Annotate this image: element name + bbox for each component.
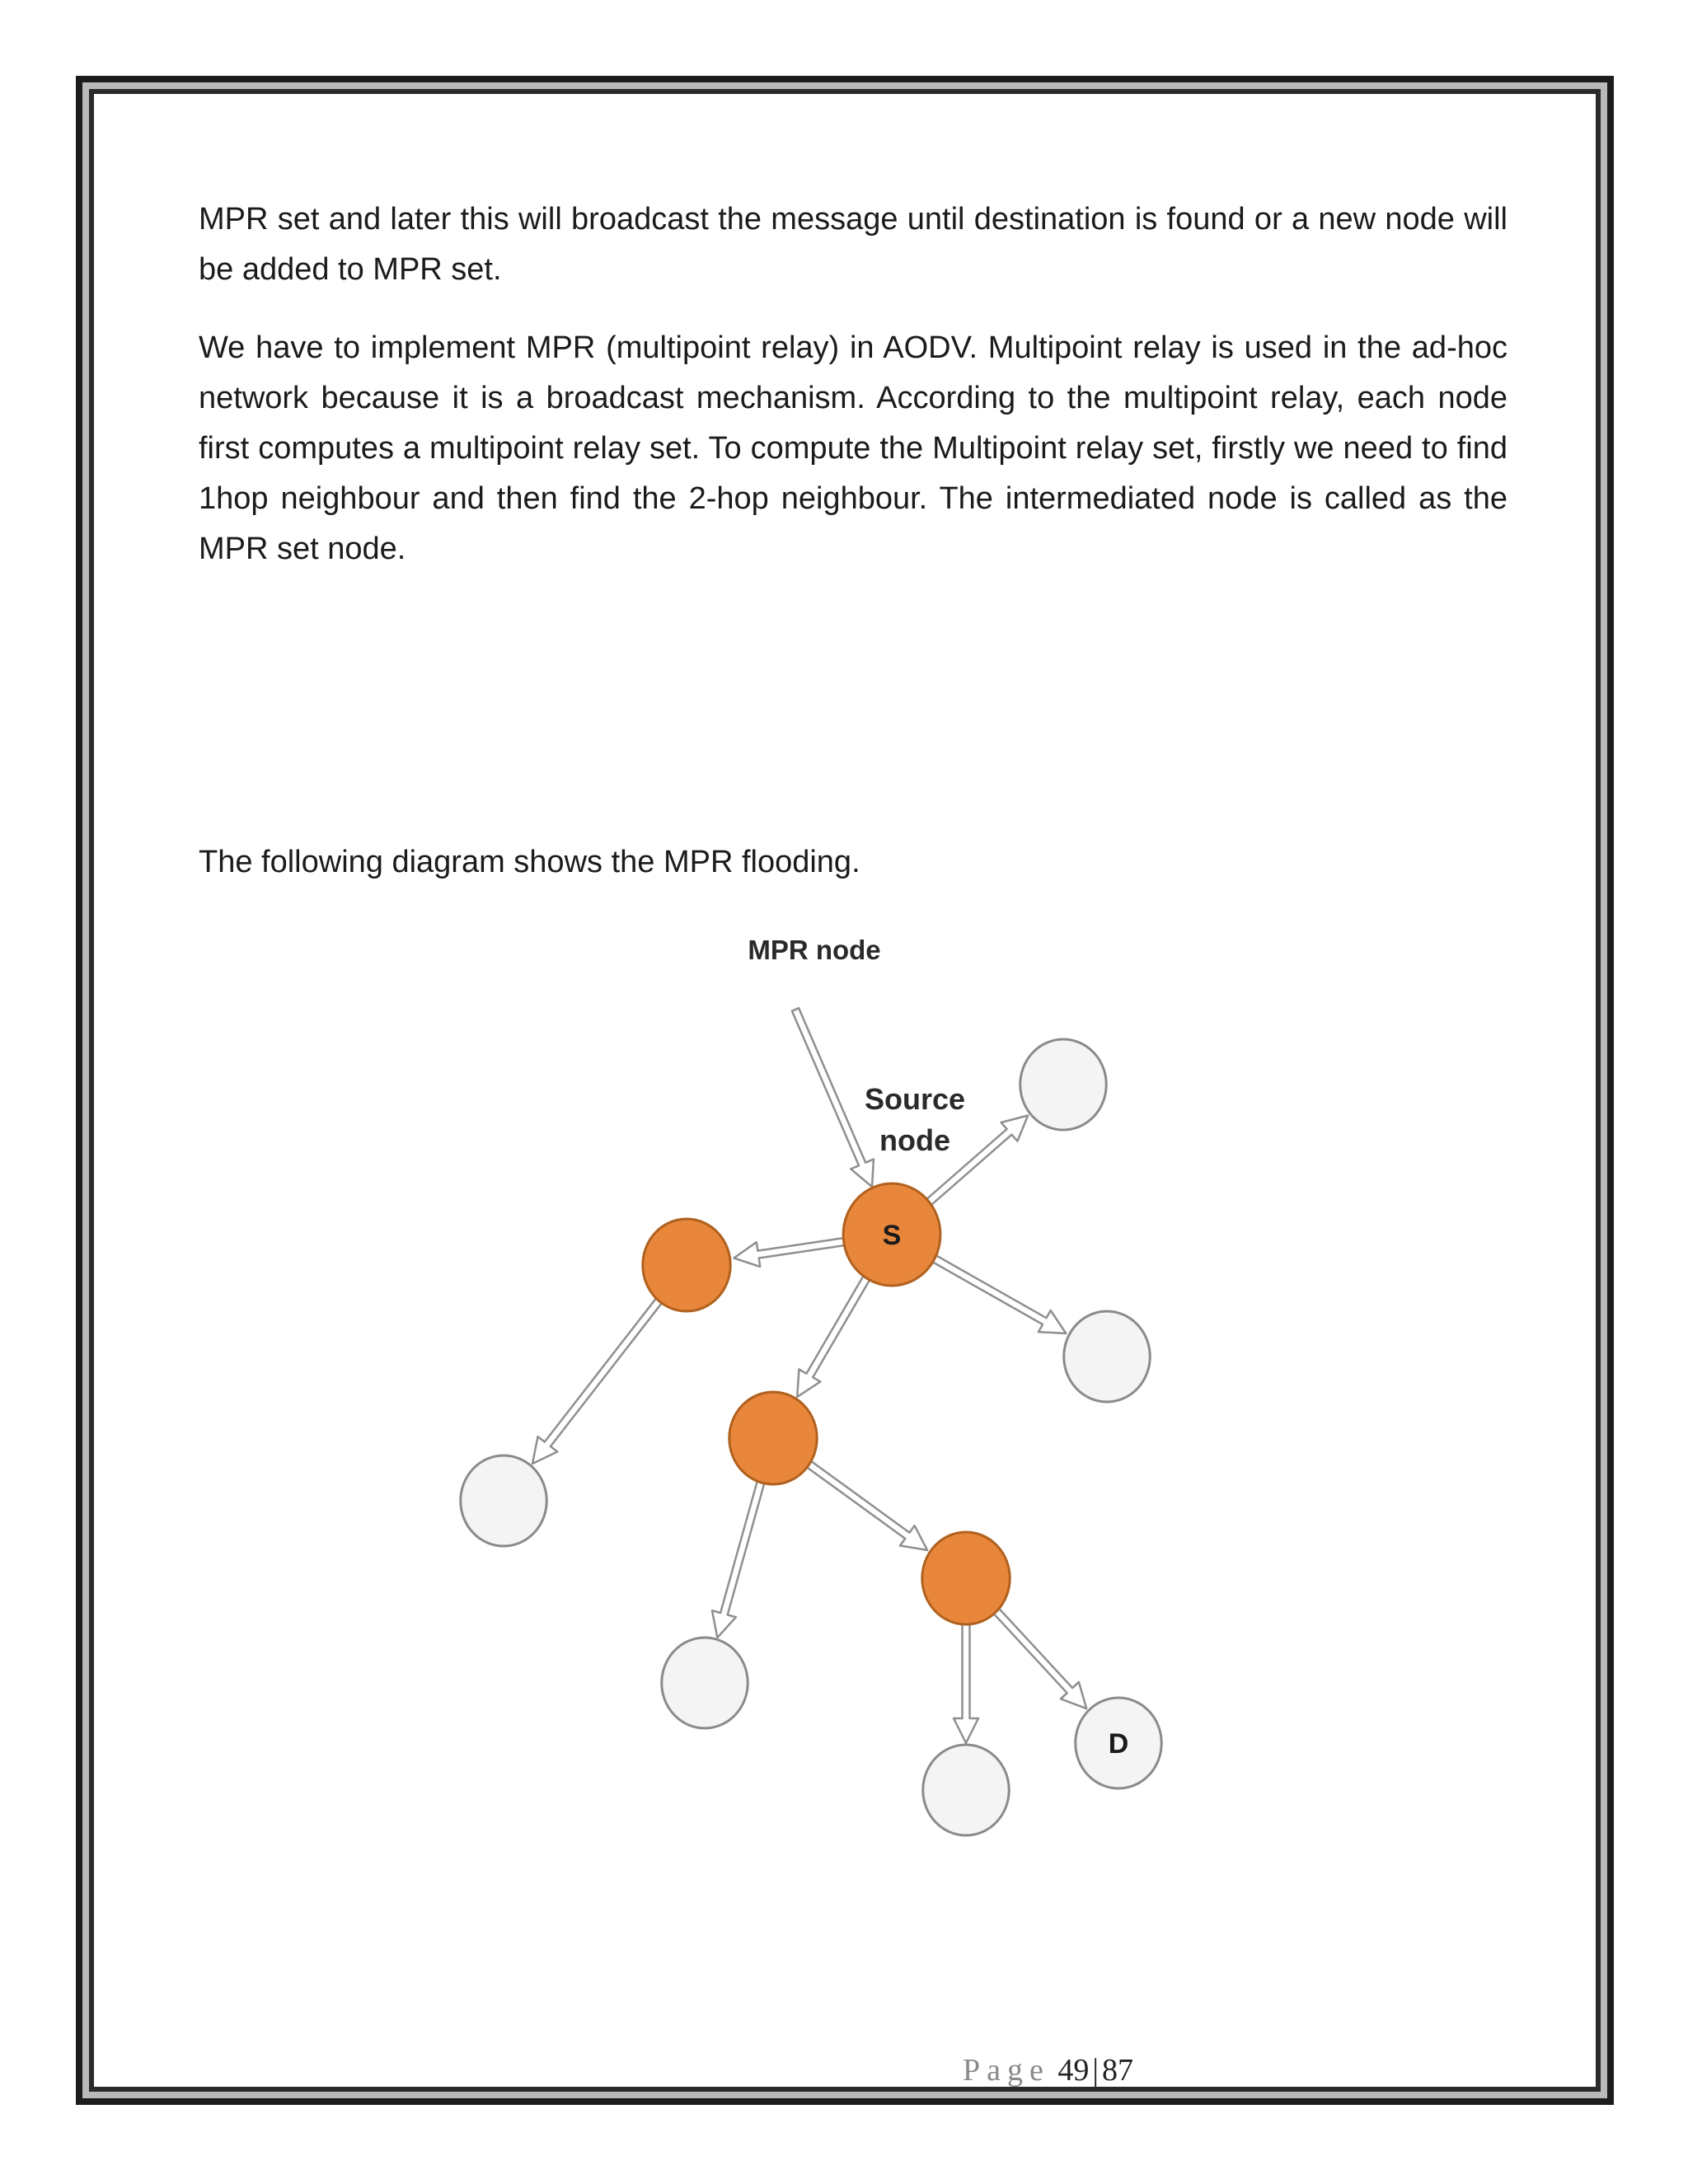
mpr-node-label: MPR node bbox=[748, 935, 881, 965]
neighbour-node-far-left bbox=[461, 1455, 547, 1546]
paragraph-diagram-intro: The following diagram shows the MPR flooding. bbox=[199, 845, 860, 879]
diagram-arrows bbox=[532, 1008, 1086, 1743]
arrow-m2-to-m3 bbox=[805, 1460, 927, 1550]
neighbour-node-top-right bbox=[1020, 1039, 1107, 1130]
mpr-node-lower bbox=[922, 1532, 1010, 1624]
neighbour-node-bottom bbox=[923, 1745, 1010, 1835]
arrow-s-to-m1 bbox=[734, 1238, 845, 1267]
page-total: 87 bbox=[1101, 2053, 1133, 2088]
source-node-s-label: S bbox=[882, 1220, 902, 1251]
neighbour-node-right bbox=[1064, 1311, 1151, 1402]
arrow-s-to-n2 bbox=[931, 1255, 1066, 1333]
mpr-flooding-diagram bbox=[429, 915, 1220, 1863]
mpr-pointer-arrow bbox=[792, 1008, 874, 1187]
page-current: 49 bbox=[1057, 2053, 1090, 2088]
mpr-node-left bbox=[643, 1219, 730, 1311]
arrow-m3-to-n5 bbox=[954, 1621, 978, 1743]
arrow-s-to-m2 bbox=[797, 1274, 870, 1397]
neighbour-node-bottom-left bbox=[662, 1638, 748, 1728]
page-separator: | bbox=[1092, 2053, 1099, 2088]
source-node-label-line1: Source bbox=[864, 1082, 966, 1116]
arrow-m1-to-n3 bbox=[532, 1296, 663, 1464]
mpr-node-middle bbox=[729, 1392, 817, 1484]
paragraph-mpr-aodv: We have to implement MPR (multipoint relay) in AODV. Multipoint relay is used in the ad-hoc network because it is a broadcast mechanism. According to the multipoint relay, each node first computes a multipoint relay set. To compute the Multipoint relay set, firstly we need to find 1hop neighbour and then find the 2-hop neighbour. The intermediated node is called as the MPR set node. bbox=[199, 330, 1507, 566]
source-node-label-line2: node bbox=[879, 1123, 950, 1157]
destination-node-d-label: D bbox=[1108, 1728, 1129, 1760]
diagram-nodes bbox=[461, 1039, 1162, 1835]
page-footer bbox=[963, 2052, 1133, 2088]
arrow-m2-to-n4 bbox=[712, 1479, 765, 1638]
arrow-m3-to-d bbox=[992, 1607, 1086, 1708]
paragraph-mpr-broadcast: MPR set and later this will broadcast the message until destination is found or a new node will be added to MPR set. bbox=[199, 202, 1507, 287]
page-word: Page bbox=[963, 2053, 1050, 2088]
